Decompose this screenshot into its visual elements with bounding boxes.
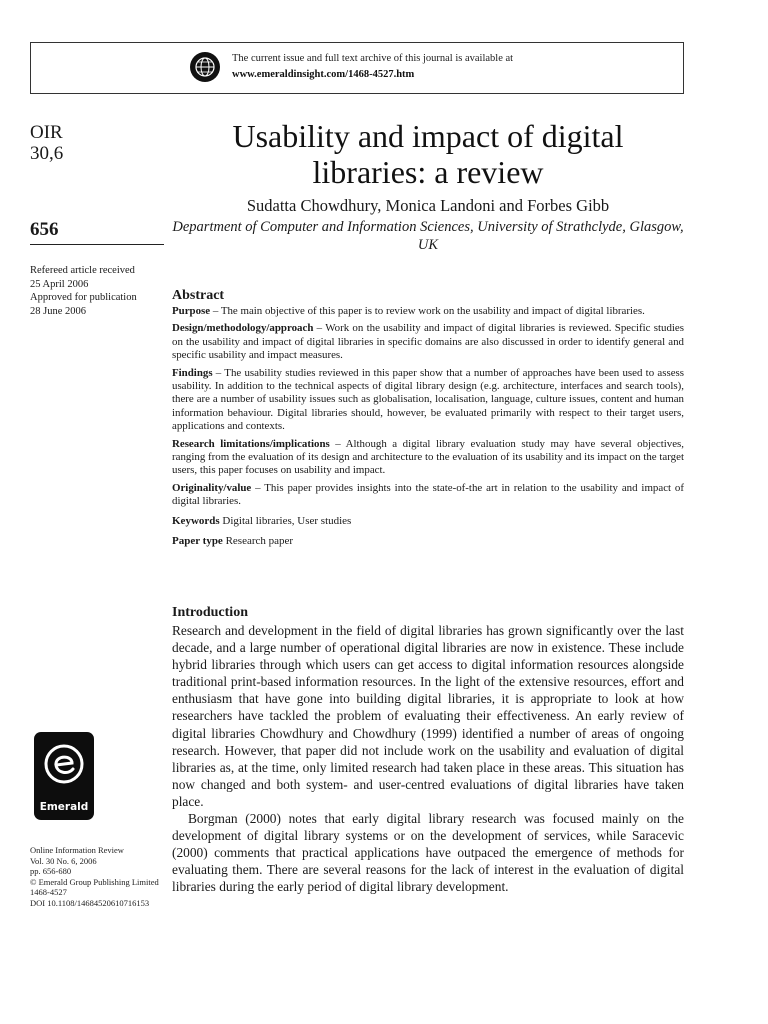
abstract-label: Design/methodology/approach <box>172 322 314 335</box>
abstract-text: – The usability studies reviewed in this paper show that a number of approaches have been used to assess usability. In addition to the technical aspects of digital library design (e.g. architecture, interfaces and search tools), there are a number of usability issues such as globalisation, localisation, language, culture issues, content and human information behaviour. Digital libraries should, however, be evaluated primarily with respect to their target users, applications and contexts. <box>172 366 684 433</box>
journal-code <box>30 122 63 164</box>
abstract-findings <box>172 367 684 434</box>
pubinfo-volume: Vol. 30 No. 6, 2006 <box>30 855 97 866</box>
approved-label: Approved for publication <box>30 292 137 303</box>
globe-icon <box>190 52 220 82</box>
abstract-text: – This paper provides insights into the state-of-the art in relation to the usability and impact of digital libraries. <box>172 481 684 508</box>
abstract-text: – The main objective of this paper is to review work on the usability and impact of digital libraries. <box>210 305 645 317</box>
body-paragraph: Borgman (2000) notes that early digital library research was focused mainly on the development of digital library systems or on the development of services, while Saracevic (2000) comments that practical applications have outpaced the emergence of methods for evaluating them. There are several reasons for the lack of interest in the evaluation of digital libraries during the early period of digital library development. <box>172 811 684 895</box>
pubinfo-journal: Online Information Review <box>30 845 124 855</box>
abstract-section <box>172 288 684 555</box>
received-date: 25 April 2006 <box>30 278 89 290</box>
pubinfo-pages: pp. 656-680 <box>30 866 72 876</box>
paper-type-value: Research paper <box>222 534 294 547</box>
paper-type <box>172 535 684 548</box>
keywords-value: Digital libraries, User studies <box>219 514 352 527</box>
volume-issue: 30,6 <box>30 143 64 164</box>
page-number: 656 <box>30 219 59 240</box>
introduction-heading: Introduction <box>172 605 248 620</box>
publication-info <box>30 845 159 908</box>
paper-type-label: Paper type <box>172 534 223 547</box>
article-authors: Sudatta Chowdhury, Monica Landoni and Forbes Gibb <box>246 196 610 215</box>
pubinfo-copyright: © Emerald Group Publishing Limited <box>30 876 159 887</box>
abstract-limitations <box>172 438 684 478</box>
banner-text: The current issue and full text archive of this journal is available at <box>232 53 514 64</box>
abstract-design <box>172 322 684 362</box>
pubinfo-doi: DOI 10.1108/14684520610716153 <box>30 897 150 908</box>
journal-archive-banner <box>30 42 684 94</box>
abstract-text: – Although a digital library evaluation study may have several objectives, ranging from the evaluation of its design and architecture to the evaluation of its usability and its impact on the target users, this paper focuses on usability and impact. <box>172 437 685 477</box>
abstract-label: Findings <box>172 366 213 379</box>
abstract-purpose <box>172 305 684 318</box>
emerald-wordmark: Emerald <box>39 801 89 813</box>
abstract-originality <box>172 482 684 509</box>
article-title: Usability and impact of digital libraries: a review <box>232 118 624 190</box>
journal-url-link[interactable]: www.emeraldinsight.com/1468-4527.htm <box>232 69 415 80</box>
abstract-text: – Work on the usability and impact of digital libraries is reviewed. Specific studies on the usability and impact of digital libraries in specific domains are also discussed in order to identify general and specific usability and impact measures. <box>172 322 684 362</box>
margin-divider <box>30 244 164 245</box>
received-label: Refereed article received <box>30 265 135 276</box>
pubinfo-issn: 1468-4527 <box>30 887 67 897</box>
abstract-label: Research limitations/implications <box>172 437 330 450</box>
author-affiliation: Department of Computer and Information Sciences, University of Strathclyde, Glasgow, UK <box>172 219 684 253</box>
emerald-logo-icon <box>42 740 86 792</box>
body-paragraph: Research and development in the field of digital libraries has grown significantly over the last decade, and a large number of operational digital libraries are now in existence. These include hybrid libraries through which users can get access to digital information resources alongside traditional print-based information resources. In the light of the extensive resources, effort and enthusiasm that have gone into building digital libraries, it is appropriate to look at how researchers have tackled the problem of evaluating their effectiveness. An early review of digital libraries Chowdhury and Chowdhury (1999) identified a number of areas of ongoing research. However, that paper did not include work on the usability and evaluation of digital libraries as, at the time, only limited research had taken place in these areas. This situation has now changed and both system- and user-centred evaluations of digital libraries have taken place. <box>172 623 684 809</box>
abstract-label: Purpose <box>172 305 211 317</box>
emerald-logo <box>34 732 94 820</box>
introduction-section <box>172 604 684 896</box>
keywords-label: Keywords <box>172 514 220 527</box>
journal-abbrev: OIR <box>30 122 63 143</box>
abstract-heading: Abstract <box>172 288 225 303</box>
keywords <box>172 515 684 528</box>
approved-date: 28 June 2006 <box>30 305 86 317</box>
received-dates <box>30 264 137 318</box>
abstract-label: Originality/value <box>172 481 252 494</box>
